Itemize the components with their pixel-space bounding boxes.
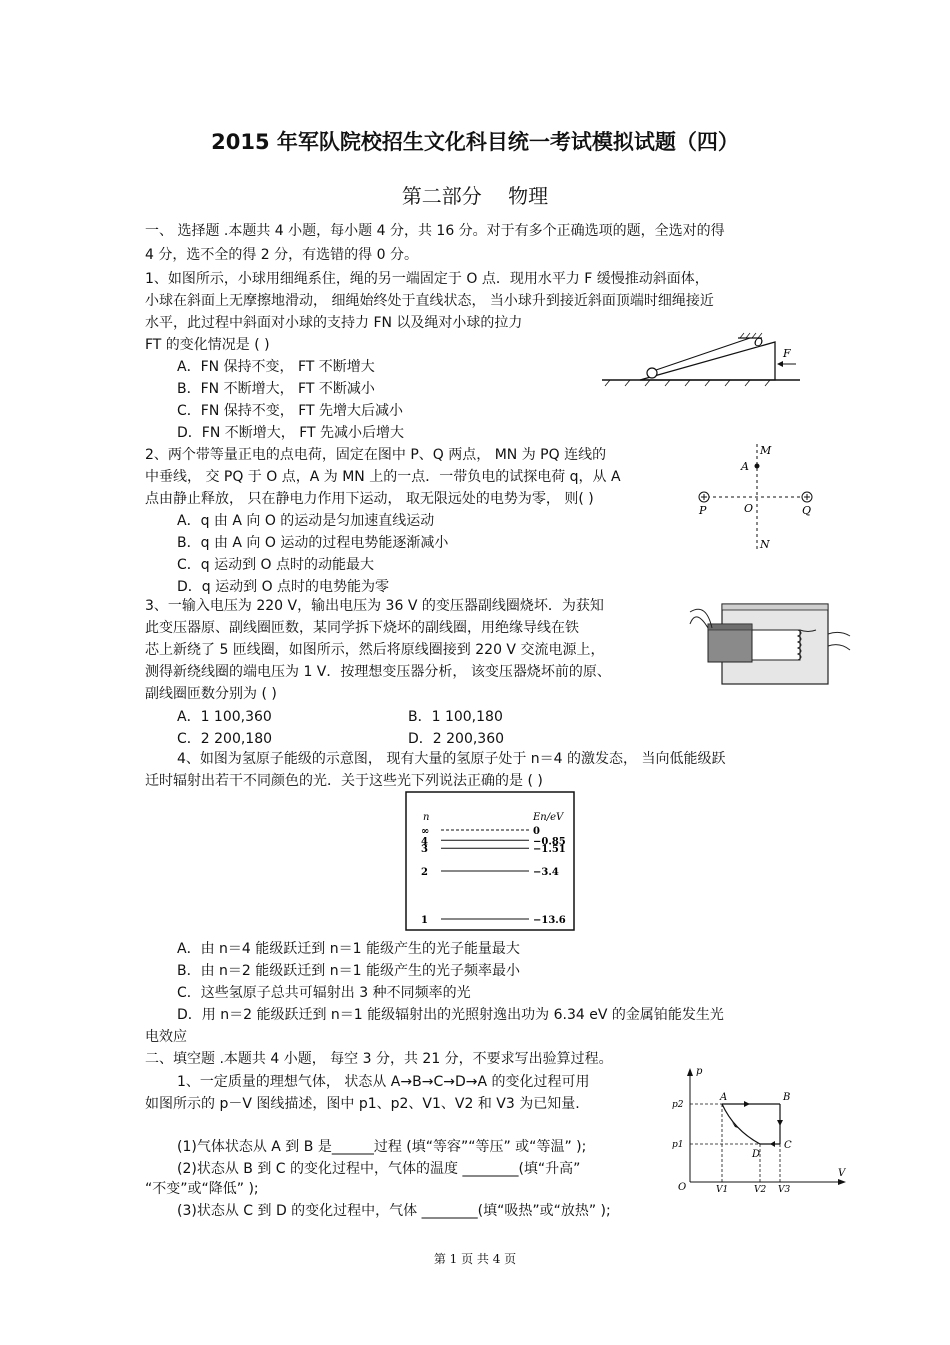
q4-option-b: B．由 n＝2 能级跃迁到 n＝1 能级产生的光子频率最小 [177, 963, 520, 979]
q5-item-2-cont: “不变”或“降低” ); [145, 1181, 259, 1197]
energy-level-n-label: ∞ [421, 826, 430, 837]
q3-line-5: 副线圈匝数分别为 ( ) [145, 686, 277, 702]
q3-option-a: A．1 100,360 [177, 709, 272, 725]
q5-item-3: (3)状态从 C 到 D 的变化过程中，气体 ________(填“吸热”或“放热” ); [177, 1203, 611, 1219]
point-a-label: A [720, 1092, 728, 1103]
label-n: N [760, 538, 770, 551]
q3-line-1: 3、一输入电压为 220 V，输出电压为 36 V 的变压器副线圈烧坏．为获知 [145, 598, 604, 614]
q4-option-c: C．这些氢原子总共可辐射出 3 种不同频率的光 [177, 985, 471, 1001]
label-f: F [783, 347, 791, 360]
section1-line-2: 4 分，选不全的得 2 分，有选错的得 0 分。 [145, 247, 418, 263]
label-a: A [741, 460, 749, 473]
q2-option-d: D．q 运动到 O 点时的电势能为零 [177, 579, 390, 595]
energy-level-n-label: 1 [421, 915, 428, 926]
v2-label: V2 [754, 1185, 767, 1194]
pv-diagram-figure [672, 1064, 852, 1194]
q4-option-a: A．由 n＝4 能级跃迁到 n＝1 能级产生的光子能量最大 [177, 941, 520, 957]
exam-title: 2015 年军队院校招生文化科目统一考试模拟试题（四） [211, 130, 739, 154]
q5-item-2: (2)状态从 B 到 C 的变化过程中，气体的温度 ________(填“升高” [177, 1161, 581, 1177]
transformer-figure [688, 598, 853, 688]
q1-line-4: FT 的变化情况是 ( ) [145, 337, 270, 353]
q1-line-2: 小球在斜面上无摩擦地滑动， 细绳始终处于直线状态， 当小球升到接近斜面顶端时细绳接近 [145, 293, 714, 309]
q3-option-c: C．2 200,180 [177, 731, 273, 747]
q1-option-d: D．FN 不断增大， FT 先减小后增大 [177, 425, 405, 441]
energy-level-value-label: −13.6 [533, 915, 566, 926]
v1-label: V1 [716, 1185, 729, 1194]
q2-option-c: C．q 运动到 O 点时的动能最大 [177, 557, 375, 573]
charges-figure [692, 440, 822, 558]
label-m: M [760, 444, 772, 457]
q3-option-b: B．1 100,180 [408, 709, 503, 725]
q2-option-b: B．q 由 A 向 O 运动的过程电势能逐渐减小 [177, 535, 449, 551]
q3-line-3: 芯上新绕了 5 匝线圈，如图所示，然后将原线圈接到 220 V 交流电源上， [145, 642, 605, 658]
energy-level-n-label: 4 [421, 836, 428, 848]
q5-line-1: 1、一定质量的理想气体， 状态从 A→B→C→D→A 的变化过程可用 [177, 1074, 590, 1090]
section-title: 第二部分 物理 [401, 184, 549, 208]
point-c-label: C [784, 1140, 792, 1151]
p-axis-label: p [696, 1066, 703, 1077]
energy-level-figure [405, 791, 575, 931]
v-axis-label: V [838, 1168, 846, 1179]
q5-item-1: (1)气体状态从 A 到 B 是______过程 (填“等容”“等压” 或“等温” ); [177, 1139, 587, 1155]
energy-level-n-label: 2 [421, 867, 428, 878]
q4-option-d: D．用 n＝2 能级跃迁到 n＝1 能级辐射出的光照射逸出功为 6.34 eV 的金属铂能发生光 [177, 1007, 724, 1023]
energy-axis-label: En/eV [533, 812, 564, 823]
q1-option-a: A．FN 保持不变， FT 不断增大 [177, 359, 375, 375]
label-o: O [754, 336, 764, 349]
q4-line-1: 4、如图为氢原子能级的示意图， 现有大量的氢原子处于 n＝4 的激发态， 当向低能级跃 [177, 751, 726, 767]
label-o: O [744, 502, 754, 515]
q4-line-2: 迁时辐射出若干不同颜色的光．关于这些光下列说法正确的是 ( ) [145, 773, 543, 789]
q1-option-c: C．FN 保持不变， FT 先增大后减小 [177, 403, 404, 419]
page-footer: 第 1 页 共 4 页 [433, 1252, 517, 1266]
q2-option-a: A．q 由 A 向 O 的运动是匀加速直线运动 [177, 513, 435, 529]
energy-level-value-label: −3.4 [533, 867, 559, 878]
energy-level-value-label: 0 [533, 826, 540, 837]
q5-line-2: 如图所示的 p－V 图线描述，图中 p1、p2、V1、V2 和 V3 为已知量. [145, 1096, 580, 1112]
v3-label: V3 [778, 1185, 791, 1194]
energy-level-n-label: 3 [421, 844, 428, 856]
q2-line-2: 中垂线， 交 PQ 于 O 点，A 为 MN 上的一点．一带负电的试探电荷 q，从 A [145, 469, 621, 485]
n-axis-label: n [423, 812, 430, 823]
q2-line-1: 2、两个带等量正电的点电荷，固定在图中 P、Q 两点， MN 为 PQ 连线的 [145, 447, 607, 463]
p1-label: p1 [672, 1140, 684, 1150]
p2-label: p2 [672, 1100, 684, 1110]
point-b-label: B [783, 1092, 791, 1103]
q1-option-b: B．FN 不断增大， FT 不断减小 [177, 381, 375, 397]
section2-line: 二、填空题 .本题共 4 小题， 每空 3 分，共 21 分，不要求写出验算过程。 [145, 1051, 613, 1067]
section1-line-1: 一、 选择题 .本题共 4 小题，每小题 4 分，共 16 分。对于有多个正确选项的题，全选对的得 [145, 223, 725, 239]
q1-line-1: 1、如图所示，小球用细绳系住，绳的另一端固定于 O 点．现用水平力 F 缓慢推动斜面体， [145, 271, 709, 287]
label-q: Q [802, 504, 812, 517]
energy-level-value-label: −0.85 [533, 836, 566, 848]
label-p: P [699, 504, 707, 517]
q2-line-3: 点由静止释放， 只在静电力作用下运动， 取无限远处的电势为零， 则( ) [145, 491, 594, 507]
q3-line-4: 测得新绕线圈的端电压为 1 V．按理想变压器分析， 该变压器烧坏前的原、 [145, 664, 611, 680]
q3-option-d: D．2 200,360 [408, 731, 505, 747]
point-d-label: D [752, 1149, 761, 1160]
origin-label: O [678, 1182, 687, 1193]
q1-line-3: 水平，此过程中斜面对小球的支持力 FN 以及绳对小球的拉力 [145, 315, 523, 331]
q3-line-2: 此变压器原、副线圈匝数，某同学拆下烧坏的副线圈，用绝缘导线在铁 [145, 620, 579, 636]
q4-option-d-cont: 电效应 [145, 1029, 187, 1045]
energy-level-value-label: −1.51 [533, 844, 566, 856]
incline-figure [600, 330, 800, 390]
